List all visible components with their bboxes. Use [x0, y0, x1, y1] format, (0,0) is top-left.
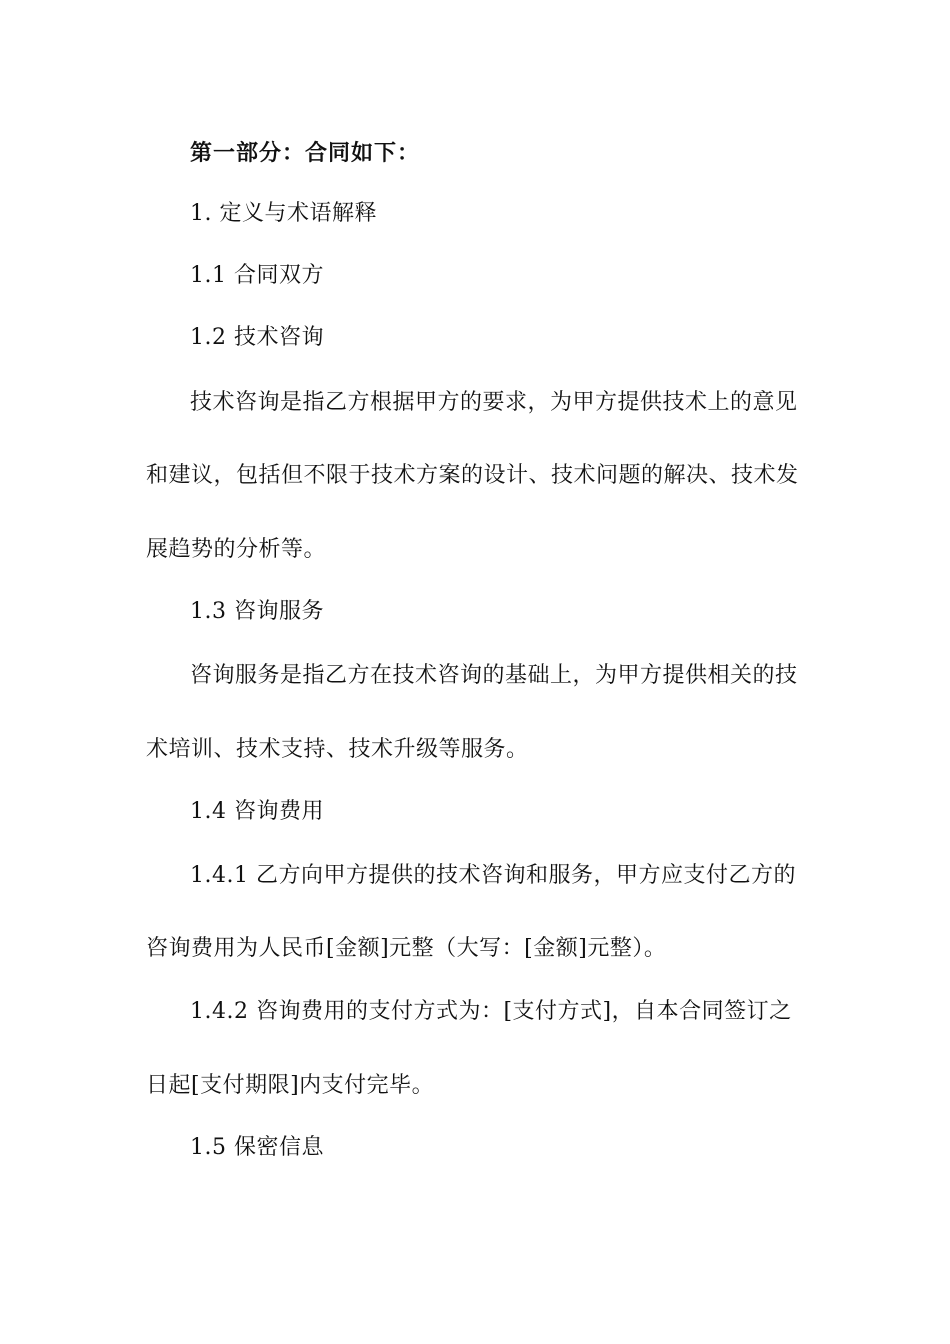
- section-heading-1: 1. 定义与术语解释: [190, 201, 377, 226]
- section-heading-1-3: 1.3 咨询服务: [190, 599, 324, 624]
- paragraph-line: 和建议，包括但不限于技术方案的设计、技术问题的解决、技术发: [146, 463, 799, 488]
- paragraph-line: 术培训、技术支持、技术升级等服务。: [146, 737, 529, 762]
- section-heading-1-5: 1.5 保密信息: [190, 1135, 324, 1160]
- paragraph-line: 1.4.2 咨询费用的支付方式为：[支付方式]，自本合同签订之: [190, 999, 792, 1024]
- paragraph-line: 咨询费用为人民币[金额]元整（大写：[金额]元整）。: [146, 936, 667, 961]
- paragraph-line: 技术咨询是指乙方根据甲方的要求，为甲方提供技术上的意见: [190, 390, 798, 415]
- section-heading-1-4: 1.4 咨询费用: [190, 799, 324, 824]
- paragraph-line: 展趋势的分析等。: [146, 537, 327, 562]
- section-heading-1-1: 1.1 合同双方: [190, 263, 324, 288]
- part-heading: 第一部分：合同如下：: [190, 140, 421, 166]
- section-heading-1-2: 1.2 技术咨询: [190, 325, 324, 350]
- paragraph-line: 1.4.1 乙方向甲方提供的技术咨询和服务，甲方应支付乙方的: [190, 863, 796, 888]
- paragraph-line: 日起[支付期限]内支付完毕。: [146, 1073, 435, 1098]
- paragraph-line: 咨询服务是指乙方在技术咨询的基础上，为甲方提供相关的技: [190, 663, 798, 688]
